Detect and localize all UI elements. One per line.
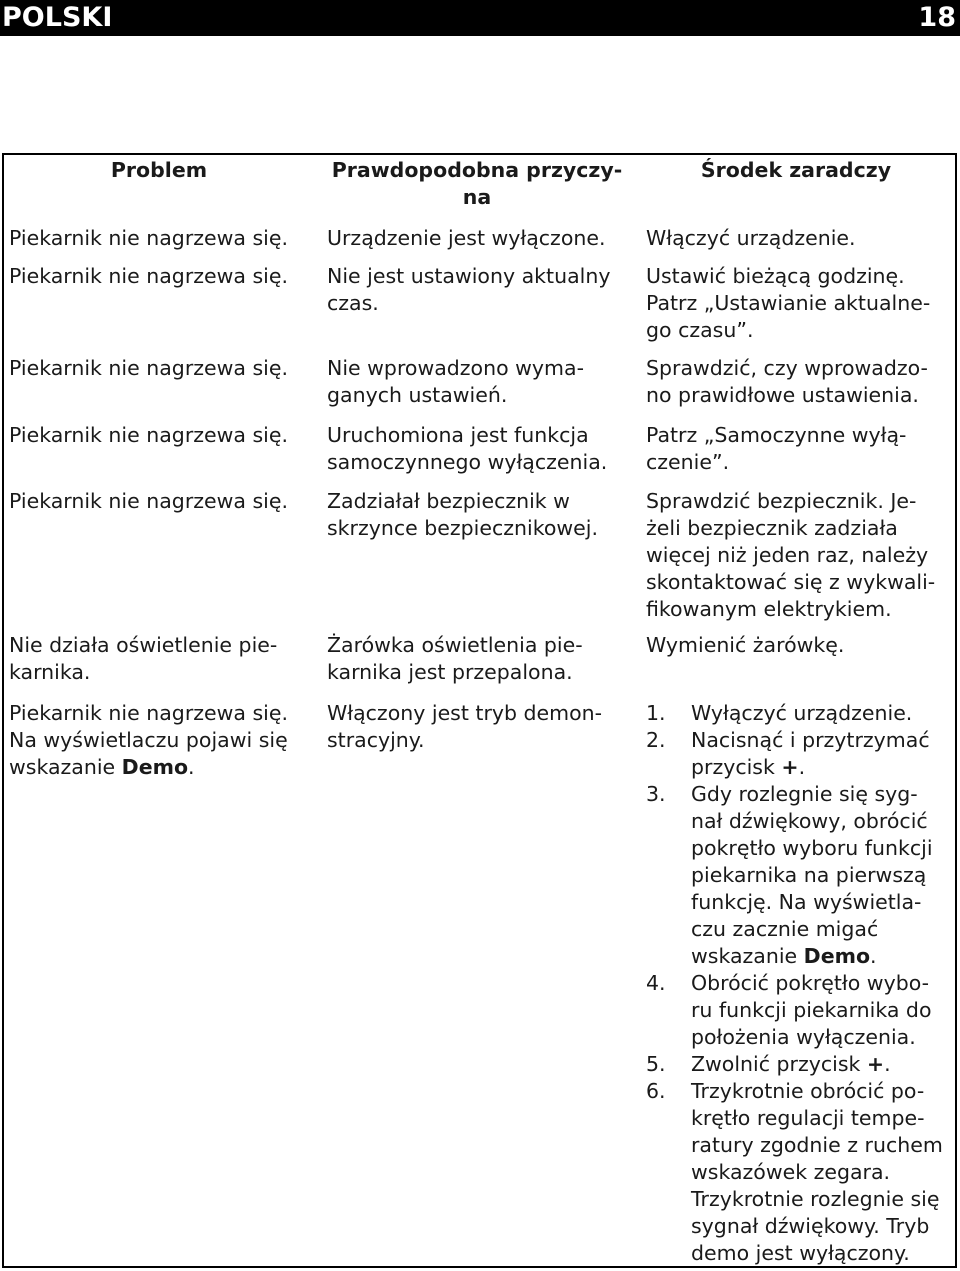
- table-row-2-remedy: Ustawić bieżącą godzinę. Patrz „Ustawianie aktualne- go czasu”.: [646, 264, 931, 342]
- table-row-2-cause: Nie jest ustawiony aktualny czas.: [327, 264, 611, 315]
- table-row-1-cause: Urządzenie jest wyłączone.: [327, 226, 606, 250]
- troubleshooting-table: [2, 153, 957, 1268]
- list-item: [646, 1078, 956, 1267]
- table-row-6-problem: Nie działa oświetlenie pie- karnika.: [9, 633, 278, 684]
- table-row-5-remedy: Sprawdzić bezpiecznik. Je- żeli bezpiecznik zadziała więcej niż jeden raz, należy skontaktować się z wykwali- fikowanym elektrykiem.: [646, 489, 936, 621]
- column-header-cause: Prawdopodobna przyczy- na: [331, 158, 623, 209]
- demo-remedy-steps: [646, 700, 956, 1267]
- step-text: Trzykrotnie obrócić po- krętło regulacji tempe- ratury zgodnie z ruchem wskazówek zegara. Trzykrotnie rozlegnie się sygnał dźwiękowy. Tryb demo jest wyłączony.: [691, 1079, 943, 1265]
- table-row-6-cause: Żarówka oświetlenia pie- karnika jest przepalona.: [327, 633, 583, 684]
- step-text: Nacisnąć i przytrzymać przycisk: [691, 728, 930, 779]
- demo-problem-text: Piekarnik nie nagrzewa się. Na wyświetlaczu pojawi się wskazanie: [9, 701, 288, 779]
- step-number: 3.: [646, 782, 666, 806]
- demo-indicator-label: Demo: [121, 755, 189, 779]
- demo-problem-end: .: [188, 755, 195, 779]
- page-number: 18: [918, 2, 956, 33]
- plus-button-label: +: [866, 1052, 885, 1076]
- table-row-7-cause: Włączony jest tryb demon- stracyjny.: [327, 701, 603, 752]
- plus-button-label: +: [781, 755, 799, 779]
- table-row-5-cause: Zadziałał bezpiecznik w skrzynce bezpiecznikowej.: [327, 489, 598, 540]
- table-row-1-remedy: Włączyć urządzenie.: [646, 226, 856, 250]
- step-number: 4.: [646, 971, 666, 995]
- table-row-2-problem: Piekarnik nie nagrzewa się.: [9, 264, 288, 288]
- table-row-3-remedy: Sprawdzić, czy wprowadzo- no prawidłowe ustawienia.: [646, 356, 928, 407]
- table-row-7-problem: [9, 700, 319, 781]
- step-number: 6.: [646, 1079, 666, 1103]
- step-text-end: .: [870, 944, 877, 968]
- step-number: 1.: [646, 701, 666, 725]
- table-row-4-problem: Piekarnik nie nagrzewa się.: [9, 423, 288, 447]
- table-row-5-problem: Piekarnik nie nagrzewa się.: [9, 489, 288, 513]
- table-row-6-remedy: Wymienić żarówkę.: [646, 633, 845, 657]
- list-item: [646, 727, 956, 781]
- step-text-end: .: [798, 755, 806, 779]
- step-text: Obrócić pokrętło wybo- ru funkcji piekarnika do położenia wyłączenia.: [691, 971, 932, 1049]
- step-number: 5.: [646, 1052, 666, 1076]
- step-text: Zwolnić przycisk: [691, 1052, 867, 1076]
- table-row-4-remedy: Patrz „Samoczynne wyłą- czenie”.: [646, 423, 907, 474]
- list-item: [646, 1051, 956, 1078]
- list-item: [646, 781, 956, 970]
- step-number: 2.: [646, 728, 666, 752]
- column-header-problem: Problem: [110, 158, 208, 182]
- demo-indicator-label: Demo: [803, 944, 871, 968]
- table-row-3-cause: Nie wprowadzono wyma- ganych ustawień.: [327, 356, 584, 407]
- table-row-3-problem: Piekarnik nie nagrzewa się.: [9, 356, 288, 380]
- step-text-end: .: [884, 1052, 891, 1076]
- table-row-4-cause: Uruchomiona jest funkcja samoczynnego wyłączenia.: [327, 423, 608, 474]
- language-label: POLSKI: [2, 2, 113, 33]
- step-text: Gdy rozlegnie się syg- nał dźwiękowy, obrócić pokrętło wyboru funkcji piekarnika na pierwszą funkcję. Na wyświetla- czu zacznie migać wskazanie: [691, 782, 933, 968]
- column-header-remedy: Środek zaradczy: [700, 158, 892, 182]
- step-text: Wyłączyć urządzenie.: [691, 701, 913, 725]
- table-row-1-problem: Piekarnik nie nagrzewa się.: [9, 226, 288, 250]
- list-item: [646, 700, 956, 727]
- page-header: [0, 0, 960, 36]
- list-item: [646, 970, 956, 1051]
